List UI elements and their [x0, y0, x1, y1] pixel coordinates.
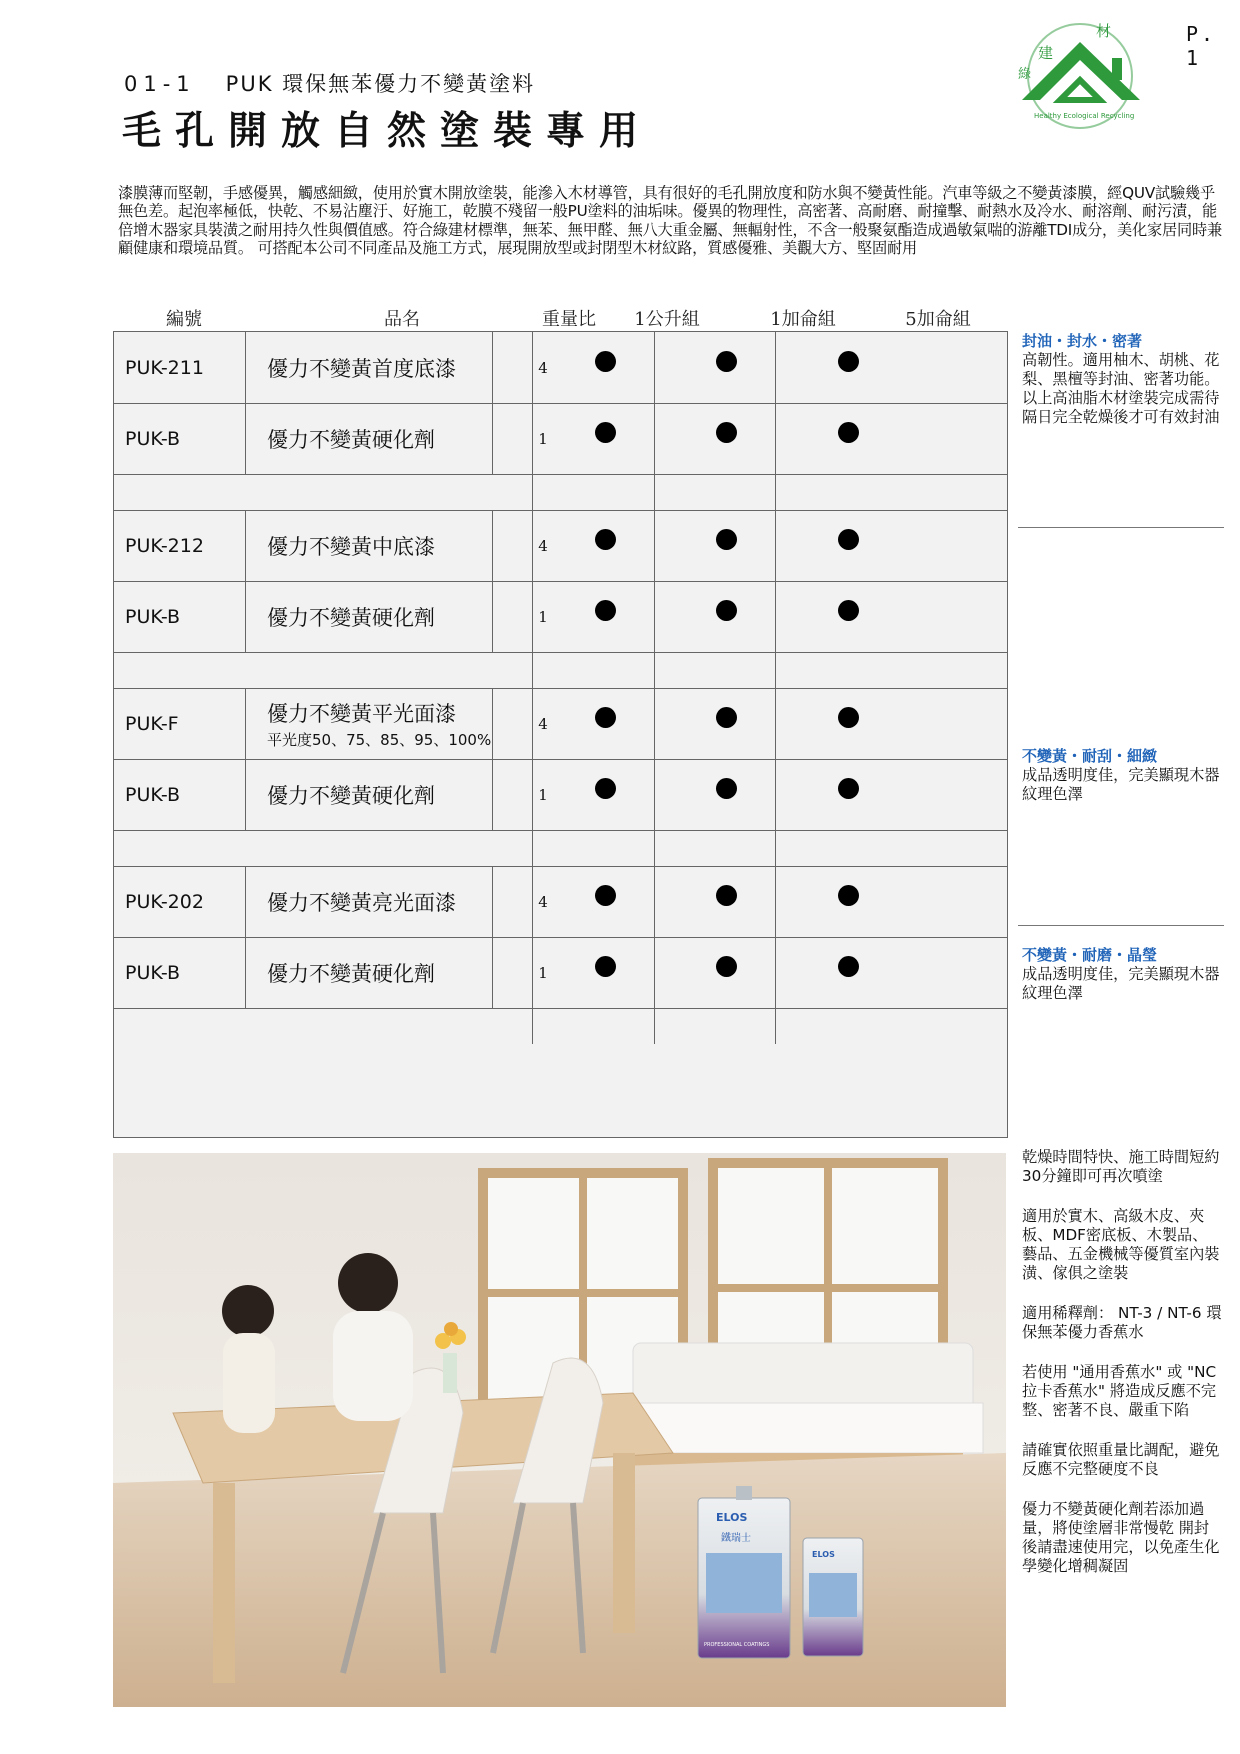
availability-dot-l1 [595, 707, 616, 728]
product-lifestyle-photo [113, 1153, 1006, 1707]
side-note-3 [1022, 944, 1222, 1003]
weight-ratio: 4 [538, 892, 548, 911]
can-label: PROFESSIONAL COATINGS [704, 1642, 770, 1648]
paint-can-small [803, 1538, 863, 1656]
can-brand: ELOS [716, 1511, 748, 1524]
product-code: PUK-211 [125, 356, 204, 379]
product-code: PUK-212 [125, 534, 204, 557]
table-row [114, 866, 1007, 938]
availability-dot-l1 [595, 351, 616, 372]
product-name-text: 優力不變黃硬化劑 [267, 961, 435, 986]
availability-dot-g5 [838, 351, 859, 372]
usage-notes [1022, 1148, 1222, 1597]
usage-note: 適用於實木、高級木皮、夾板、MDF密底板、木製品、藝品、五金機械等優質室內裝潢、傢俱之塗裝 [1022, 1207, 1220, 1282]
availability-dot-g1 [716, 956, 737, 977]
weight-ratio: 1 [538, 607, 548, 626]
page-title: 毛孔開放自然塗裝專用 [122, 109, 653, 154]
col-header-code: 編號 [166, 309, 202, 330]
product-code: PUK-B [125, 783, 181, 806]
col-header-name: 品名 [384, 309, 420, 330]
product-code: PUK-202 [125, 890, 204, 913]
product-name [267, 937, 435, 1008]
availability-dot-g1 [716, 707, 737, 728]
weight-ratio: 4 [538, 536, 548, 555]
table-row [114, 937, 1007, 1009]
availability-dot-g5 [838, 529, 859, 550]
can-brand: ELOS [812, 1550, 835, 1559]
col-header-1l: 1公升組 [634, 309, 700, 330]
availability-dot-g1 [716, 529, 737, 550]
logo-char-cai: 材 [1096, 22, 1112, 40]
availability-dot-l1 [595, 600, 616, 621]
product-name-text: 優力不變黃硬化劑 [267, 783, 435, 808]
table-spacer-row [114, 1008, 1007, 1044]
product-name [267, 581, 435, 652]
table-row [114, 688, 1007, 760]
table-row [114, 332, 1007, 404]
table-row [114, 759, 1007, 831]
availability-dot-l1 [595, 956, 616, 977]
weight-ratio: 4 [538, 358, 548, 377]
can-brand-cn: 鐵瑞士 [721, 1533, 751, 1544]
product-name [267, 866, 456, 937]
col-header-1gal: 1加侖組 [770, 309, 836, 330]
paint-can-large [698, 1486, 790, 1658]
usage-note: 優力不變黃硬化劑若添加過量，將使塗層非常慢乾 開封後請盡速使用完，以免產生化學變化增稠凝固 [1022, 1500, 1220, 1575]
product-name [267, 510, 435, 581]
side-note-2 [1022, 745, 1222, 804]
product-gloss-options: 平光度50、75、85、95、100% [267, 730, 492, 749]
usage-note: 請確實依照重量比調配，避免反應不完整硬度不良 [1022, 1441, 1220, 1478]
logo-char-jian: 建 [1038, 44, 1054, 62]
product-name-text: 優力不變黃硬化劑 [267, 427, 435, 452]
side-divider [1018, 925, 1224, 926]
product-table [113, 331, 1008, 1138]
availability-dot-g5 [838, 600, 859, 621]
product-series-title: PUK 環保無苯優力不變黃塗料 [225, 72, 536, 96]
side-note-1 [1022, 330, 1222, 427]
product-code: PUK-F [125, 712, 179, 735]
side-divider [1018, 527, 1224, 528]
product-name [267, 403, 435, 474]
product-code: PUK-B [125, 961, 181, 984]
weight-ratio: 1 [538, 429, 548, 448]
side-note-text: 成品透明度佳，完美顯現木器紋理色澤 [1022, 766, 1220, 803]
usage-note: 若使用 "通用香蕉水" 或 "NC 拉卡香蕉水" 將造成反應不完整、密著不良、嚴重下陷 [1022, 1363, 1217, 1419]
green-building-material-logo [1004, 14, 1156, 136]
table-spacer-row [114, 474, 1007, 511]
logo-char-lv: 綠 [1018, 67, 1032, 82]
availability-dot-g5 [838, 956, 859, 977]
product-name [267, 759, 435, 830]
availability-dot-g1 [716, 422, 737, 443]
weight-ratio: 1 [538, 785, 548, 804]
product-code: PUK-B [125, 605, 181, 628]
side-note-title: 不變黃・耐磨・晶瑩 [1022, 946, 1158, 964]
availability-dot-g5 [838, 422, 859, 443]
weight-ratio: 4 [538, 714, 548, 733]
usage-note: 適用稀釋劑： NT-3 / NT-6 環保無苯優力香蕉水 [1022, 1304, 1222, 1341]
col-header-ratio: 重量比 [542, 309, 596, 330]
section-code: 01-1 [124, 72, 196, 96]
product-name [267, 688, 491, 759]
availability-dot-g5 [838, 707, 859, 728]
availability-dot-g1 [716, 778, 737, 799]
table-row [114, 510, 1007, 582]
usage-note: 乾燥時間特快、施工時間短約30分鐘即可再次噴塗 [1022, 1148, 1220, 1185]
availability-dot-l1 [595, 422, 616, 443]
page-number: P. 1 [1186, 22, 1217, 70]
availability-dot-l1 [595, 885, 616, 906]
intro-paragraph: 漆膜薄而堅韌，手感優異，觸感細緻，使用於實木開放塗裝，能滲入木材導管，具有很好的毛孔開放度和防水與不變黃性能。汽車等級之不變黃漆膜，經QUV試驗幾乎無色差。起泡率極低，快乾、不易沾塵汙、好施工，乾膜不殘留一般PU塗料的油垢味。優異的物理性，高密著、高耐磨、耐撞擊、耐熱水及冷水、耐溶劑、耐污漬，能倍增木器家具裝潢之耐用持久性與價值感。符合綠建材標準，無苯、無甲醛、無八大重金屬、無輻射性，不含一般聚氨酯造成過敏氣喘的游離TDI成分，美化家居同時兼顧健康和環境品質。 可搭配本公司不同產品及施工方式，展現開放型或封閉型木材紋路，質感優雅、美觀大方、堅固耐用 [118, 184, 1222, 258]
product-name-text: 優力不變黃首度底漆 [267, 356, 456, 381]
table-spacer-row [114, 652, 1007, 689]
availability-dot-g5 [838, 778, 859, 799]
side-note-title: 不變黃・耐刮・細緻 [1022, 747, 1158, 765]
table-row [114, 581, 1007, 653]
col-header-5gal: 5加侖組 [905, 309, 971, 330]
availability-dot-l1 [595, 529, 616, 550]
table-spacer-row [114, 830, 1007, 867]
side-note-title: 封油・封水・密著 [1022, 332, 1143, 350]
availability-dot-g1 [716, 351, 737, 372]
svg-text:Healthy Ecological Recycling: Healthy Ecological Recycling [1034, 112, 1135, 120]
availability-dot-g5 [838, 885, 859, 906]
product-name-text: 優力不變黃亮光面漆 [267, 890, 456, 915]
product-code: PUK-B [125, 427, 181, 450]
table-row [114, 403, 1007, 475]
availability-dot-g1 [716, 885, 737, 906]
side-note-text: 成品透明度佳，完美顯現木器紋理色澤 [1022, 965, 1220, 1002]
product-name-text: 優力不變黃中底漆 [267, 534, 435, 559]
availability-dot-l1 [595, 778, 616, 799]
header-subtitle-line [124, 68, 535, 98]
weight-ratio: 1 [538, 963, 548, 982]
product-name-text: 優力不變黃硬化劑 [267, 605, 435, 630]
side-note-text: 高韌性。適用柚木、胡桃、花梨、黑檀等封油、密著功能。以上高油脂木材塗裝完成需待隔日完全乾燥後才可有效封油 [1022, 351, 1220, 426]
product-name [267, 332, 456, 403]
availability-dot-g1 [716, 600, 737, 621]
product-name-text: 優力不變黃平光面漆 [267, 701, 456, 726]
